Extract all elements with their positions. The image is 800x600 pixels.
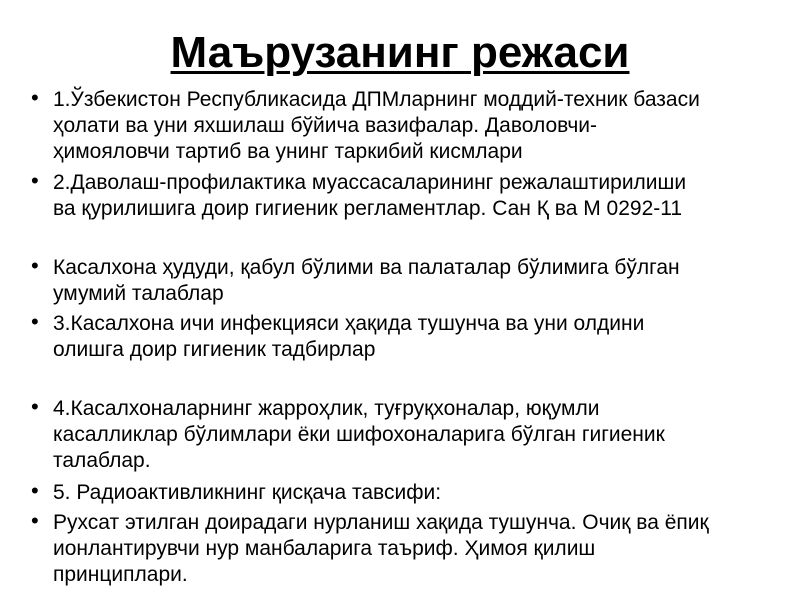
bullet-text: Касалхона ҳудуди, қабул бўлими ва палаталар бўлимига бўлган умумий талаблар	[53, 256, 680, 305]
bullet-marker: •	[31, 309, 39, 334]
bullet-text: 4.Касалхоналарнинг жарроҳлик, туғруқхоналар, юқумли касалликлар бўлимлари ёки шифохоналарига бўлган гигиеник талаблар.	[53, 397, 665, 472]
slide-title: Маърузанинг режаси	[170, 28, 630, 77]
bullet-marker: •	[31, 253, 39, 278]
bullet-marker: •	[31, 478, 39, 503]
bullet-text: 1.Ўзбекистон Республикасида ДПМларнинг моддий-техник базаси ҳолати ва уни яхшилаш бўйича вазифалар. Даволовчи- ҳимояловчи тартиб ва унинг таркибий кисмлари	[53, 88, 700, 163]
bullet-marker: •	[31, 168, 39, 193]
bullet-text: 5. Радиоактивликнинг қисқача тавсифи:	[53, 481, 442, 504]
bullet-marker: •	[31, 394, 39, 419]
bullet-text: 2.Даволаш-профилактика муассасаларининг режалаштирилиши ва қурилишига доир гигиеник регламентлар. Сан Қ ва М 0292-11	[53, 171, 687, 220]
bullet-text: 3.Касалхона ичи инфекцияси ҳақида тушунча ва уни олдини олишга доир гигиеник тадбирлар	[53, 312, 645, 361]
bullet-text: Рухсат этилган доирадаги нурланиш хақида тушунча. Очиқ ва ёпиқ ионлантирувчи нур манбаларига таъриф. Ҳимоя қилиш принциплари.	[53, 511, 709, 586]
bullet-marker: •	[31, 85, 39, 110]
bullet-marker: •	[31, 508, 39, 533]
